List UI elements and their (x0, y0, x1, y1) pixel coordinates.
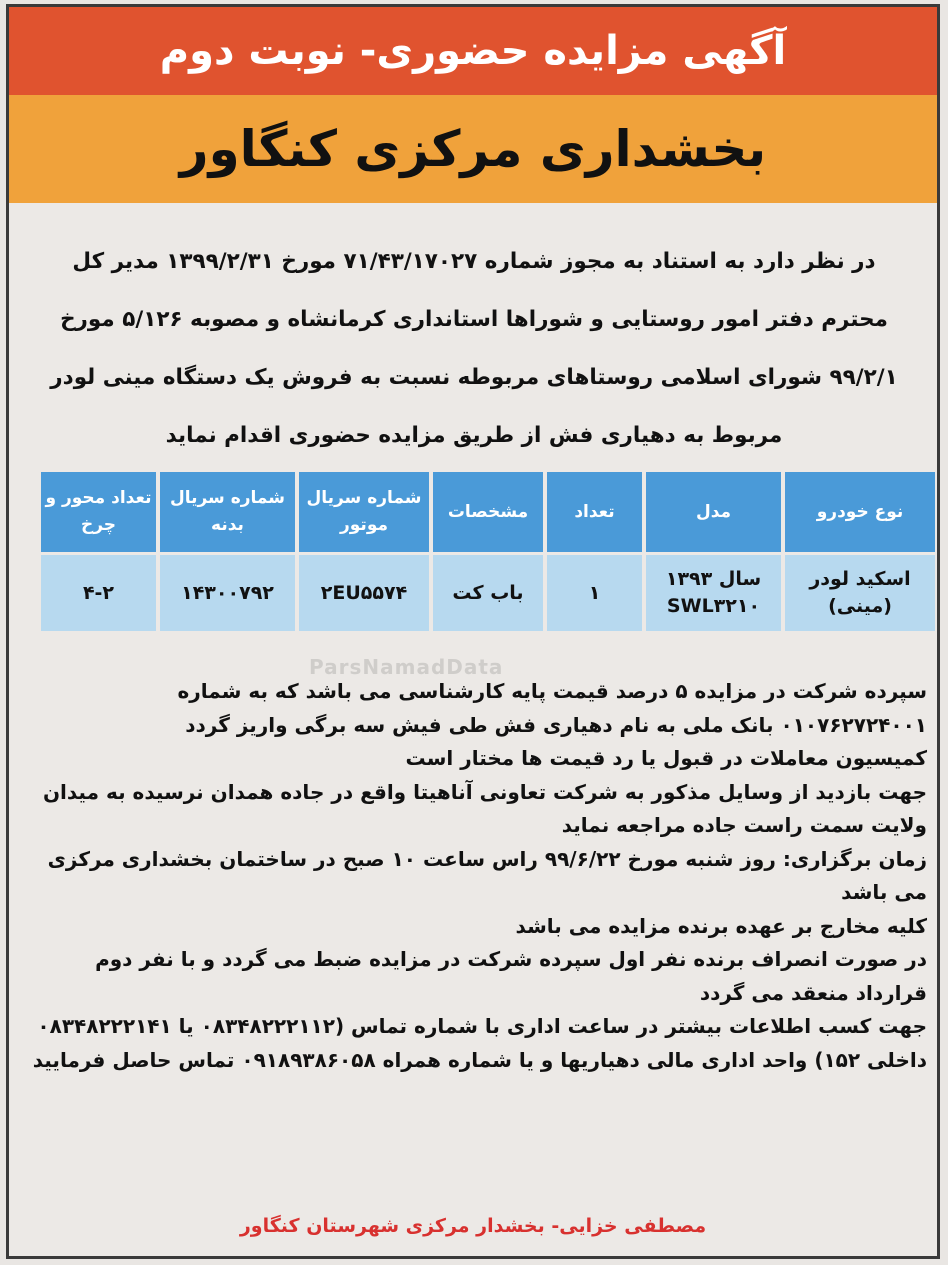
table-row (41, 555, 935, 631)
cell-count: ۱ (547, 555, 642, 631)
signature: مصطفی خزایی- بخشدار مرکزی شهرستان کنگاور (239, 1215, 707, 1237)
notice-header-banner (9, 7, 937, 95)
withdrawal-paragraph: در صورت انصراف برنده نفر اول سپرده شرکت در مزایده ضبط می گردد و با نفر دوم قرارداد منعقد می گردد (95, 947, 927, 1005)
organization-banner (9, 95, 937, 203)
costs-paragraph: کلیه مخارج بر عهده برنده مزایده می باشد (515, 913, 927, 938)
cell-vehicle-type: اسکید لودر (مینی) (785, 555, 935, 631)
cell-model: سال ۱۳۹۳ SWL۳۲۱۰ (646, 555, 781, 631)
cell-body-serial: ۱۴۳۰۰۷۹۲ (160, 555, 295, 631)
vehicle-table (37, 469, 939, 634)
notice-header: آگهی مزایده حضوری- نوبت دوم (159, 28, 787, 74)
schedule-paragraph: زمان برگزاری: روز شنبه مورخ ۹۹/۶/۲۲ راس ساعت ۱۰ صبح در ساختمان بخشداری مرکزی می باشد (47, 846, 927, 904)
intro-paragraph: در نظر دارد به استناد به مجوز شماره ۷۱/۴۳/۱۷۰۲۷ مورخ ۱۳۹۹/۲/۳۱ مدیر کل محترم دفتر امور روستایی و شوراها استانداری کرمانشاه و مصوبه ۵/۱۲۶ مورخ ۹۹/۲/۱ شورای اسلامی روستاهای مربوطه نسبت به فروش یک دستگاه مینی لودر مربوط به دهیاری فش از طریق مزایده حضوری اقدام نماید (50, 249, 898, 448)
cell-engine-serial: ۲EU۵۵۷۴ (299, 555, 429, 631)
commission-paragraph: کمیسیون معاملات در قبول یا رد قیمت ها مختار است (405, 746, 927, 770)
header-engine-serial: شماره سریال موتور (299, 472, 429, 552)
cell-axles-wheels: ۴-۲ (41, 555, 156, 631)
visit-paragraph: جهت بازدید از وسایل مذکور به شرکت تعاونی آناهیتا واقع در جاده همدان نرسیده به میدان ولایت سمت راست جاده مراجعه نماید (42, 779, 927, 837)
notice-body (31, 675, 927, 1077)
header-model: مدل (646, 472, 781, 552)
header-body-serial: شماره سریال بدنه (160, 472, 295, 552)
deposit-paragraph: سپرده شرکت در مزایده ۵ درصد قیمت پایه کارشناسی می باشد که به شماره ۰۱۰۷۶۲۷۲۴۰۰۱ بانک ملی به نام دهیاری فش طی فیش سه برگی واریز گردد (177, 679, 927, 737)
header-specs: مشخصات (433, 472, 543, 552)
header-count: تعداد (547, 472, 642, 552)
table-header-row (41, 472, 935, 552)
cell-specs: باب کت (433, 555, 543, 631)
header-axles-wheels: تعداد محور و چرخ (41, 472, 156, 552)
header-vehicle-type: نوع خودرو (785, 472, 935, 552)
organization-title: بخشداری مرکزی کنگاور (179, 120, 767, 178)
contact-paragraph: جهت کسب اطلاعات بیشتر در ساعت اداری با شماره تماس (۰۸۳۴۸۲۲۲۱۱۲ یا ۰۸۳۴۸۲۲۲۱۴۱ داخلی ۱۵۲) واحد اداری مالی دهیاریها و یا شماره همراه ۰۹۱۸۹۳۸۶۰۵۸ تماس حاصل فرمایید (32, 1014, 927, 1072)
notice-frame (6, 4, 940, 1259)
watermark-text: ParsNamadData (309, 655, 504, 679)
